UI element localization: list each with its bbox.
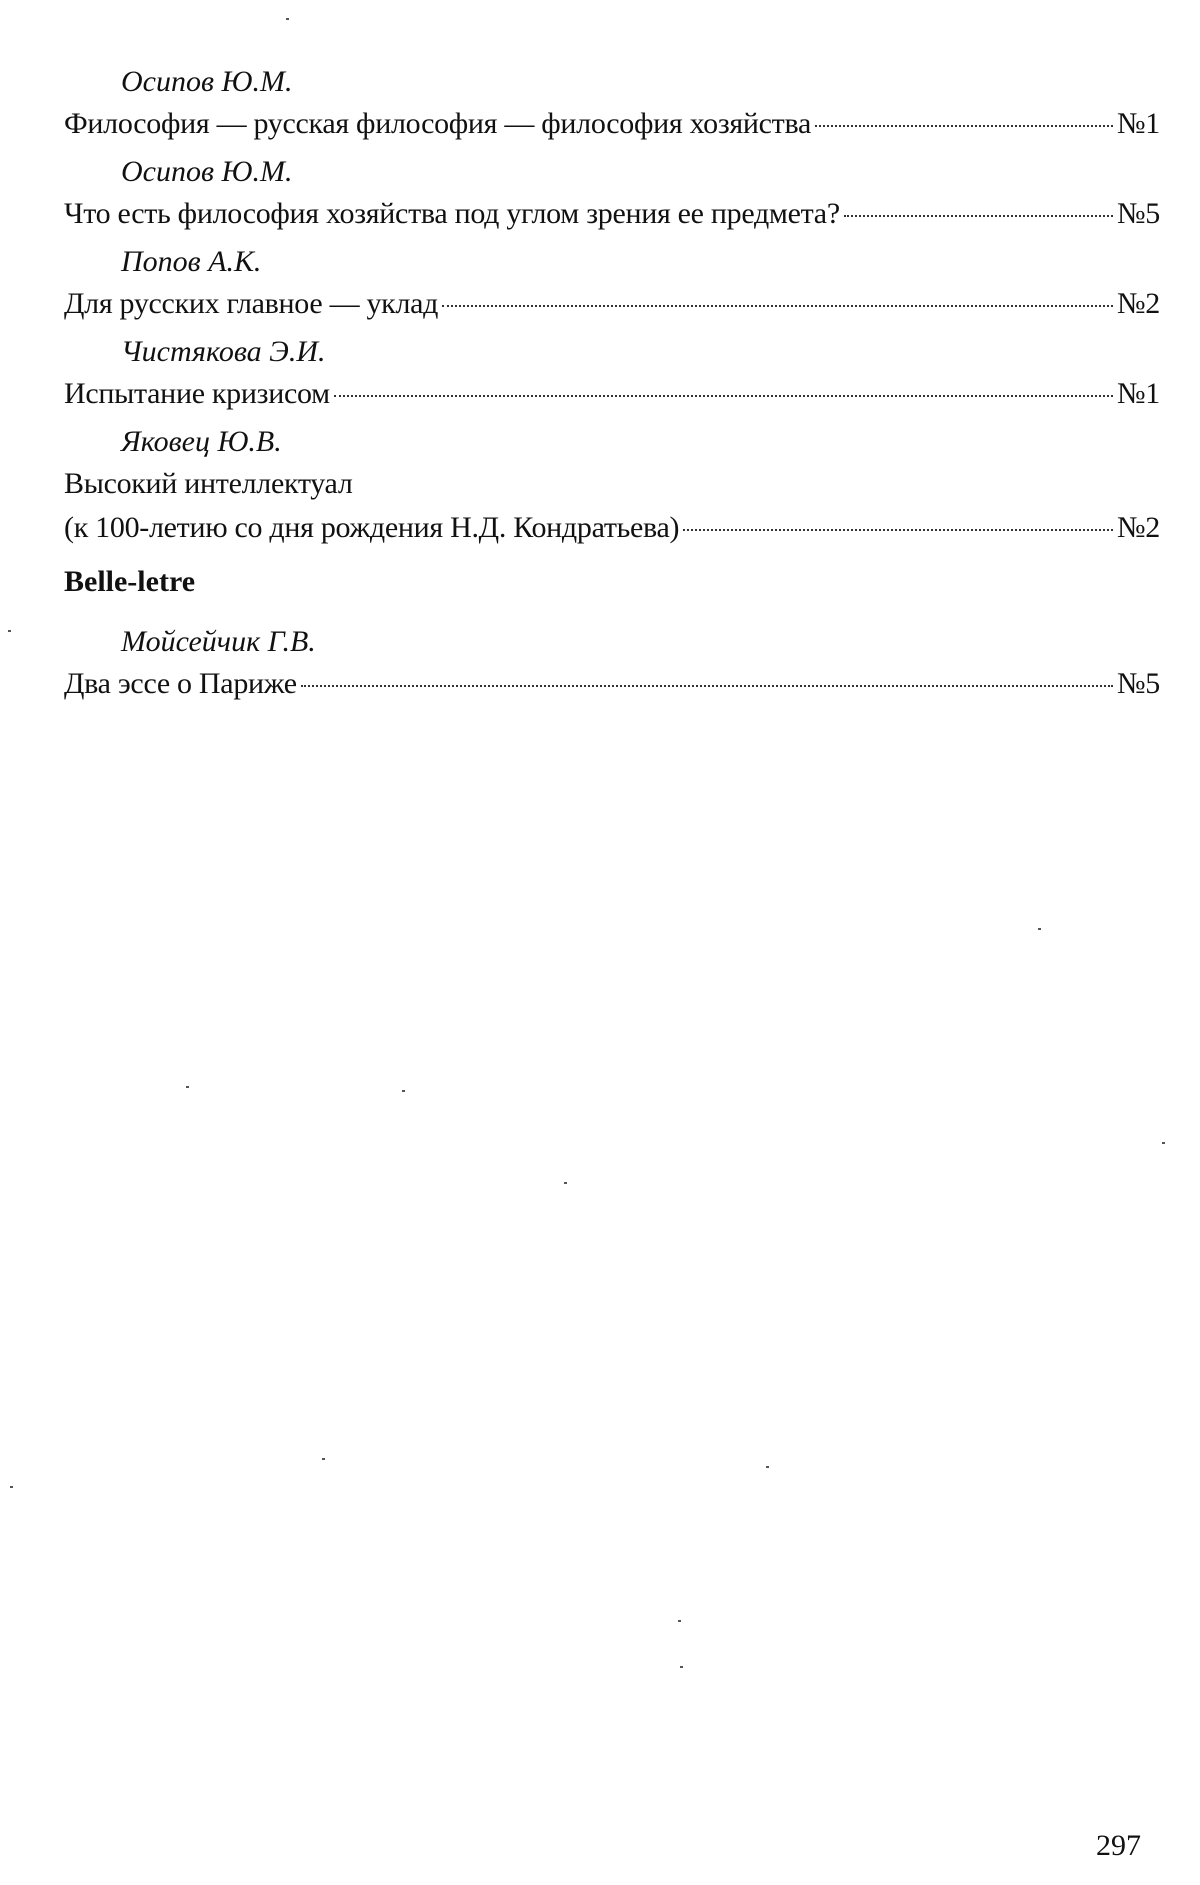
scan-speck: [10, 1486, 13, 1488]
entry-issue: №5: [1116, 197, 1160, 230]
toc-entry: [64, 332, 1160, 416]
leader-dots: [683, 529, 1113, 531]
entry-author: Осипов Ю.М.: [121, 65, 293, 98]
toc-entry: [64, 152, 1160, 236]
entry-issue: №2: [1116, 287, 1160, 320]
entry-issue: №1: [1116, 107, 1160, 140]
entry-author: Осипов Ю.М.: [121, 155, 293, 188]
scan-speck: [8, 630, 11, 632]
scan-speck: [286, 18, 289, 20]
toc-entry: [64, 622, 1160, 706]
entry-issue: №1: [1116, 377, 1160, 410]
leader-dots: [442, 305, 1113, 307]
entry-title-line: [64, 506, 1160, 550]
entry-title: Два эссе о Париже: [64, 667, 297, 700]
entry-title-line: [64, 192, 1160, 236]
entry-title-line: [64, 372, 1160, 416]
entry-title: Испытание кризисом: [64, 377, 330, 410]
entry-author: Яковец Ю.В.: [121, 425, 282, 458]
scan-speck: [1162, 1142, 1165, 1144]
toc-entry: [64, 422, 1160, 550]
entry-title: Философия — русская философия — философия хозяйства: [64, 107, 811, 140]
leader-dots: [815, 125, 1113, 127]
scan-speck: [402, 1090, 405, 1092]
leader-dots: [334, 395, 1113, 397]
scan-speck: [678, 1620, 681, 1622]
scan-speck: [1038, 928, 1041, 930]
scan-speck: [680, 1666, 683, 1668]
entry-issue: №5: [1116, 667, 1160, 700]
toc-entry: [64, 242, 1160, 326]
entry-title-first-line: Высокий интеллектуал: [64, 467, 353, 500]
entry-title: Что есть философия хозяйства под углом зрения ее предмета?: [64, 197, 840, 230]
entry-title-line: [64, 282, 1160, 326]
contents-list: [64, 62, 1160, 712]
page-number: 297: [1096, 1829, 1141, 1862]
entry-author: Чистякова Э.И.: [121, 335, 326, 368]
scan-speck: [564, 1182, 567, 1184]
entry-title-line: [64, 662, 1160, 706]
entry-issue: №2: [1116, 511, 1160, 544]
section-heading: Belle-letre: [64, 565, 196, 598]
scan-speck: [186, 1086, 189, 1088]
entry-title-line: [64, 102, 1160, 146]
leader-dots: [301, 685, 1113, 687]
entry-author: Попов А.К.: [121, 245, 262, 278]
entry-title: Для русских главное — уклад: [64, 287, 439, 320]
entry-author: Мойсейчик Г.В.: [121, 625, 316, 658]
leader-dots: [844, 215, 1113, 217]
scan-speck: [766, 1466, 769, 1468]
scan-speck: [322, 1458, 325, 1460]
entry-title: (к 100-летию со дня рождения Н.Д. Кондратьева): [64, 511, 680, 544]
toc-entry: [64, 62, 1160, 146]
